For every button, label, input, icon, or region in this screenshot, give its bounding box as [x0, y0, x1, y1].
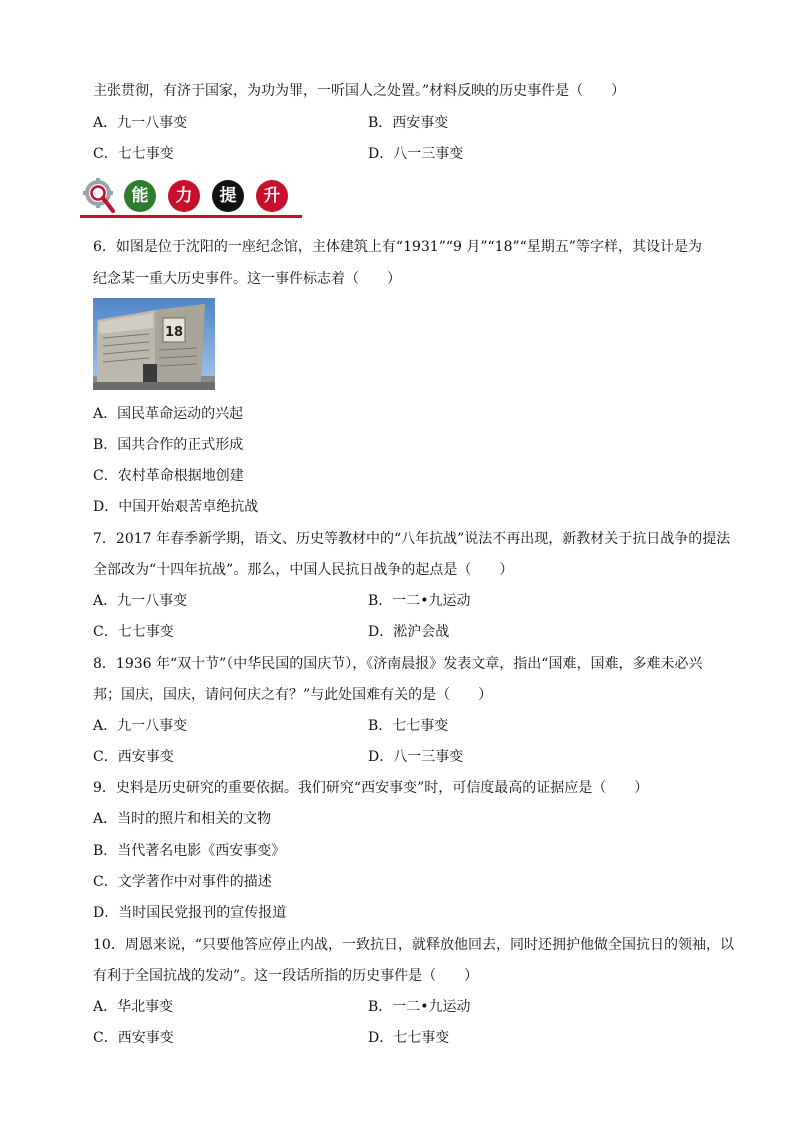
banner-char-3: 提 [212, 180, 244, 212]
q8-option-d: D．八一三事变 [368, 749, 464, 765]
q10-option-a: A．华北事变 [93, 999, 174, 1015]
q8-option-a: A．九一八事变 [93, 718, 188, 734]
q5-option-b: B．西安事变 [368, 115, 449, 131]
banner-char-4: 升 [256, 180, 288, 212]
q7-stem-line-1: 7．2017 年春季新学期，语文、历史等教材中的“八年抗战”说法不再出现，新教材关于抗日战争的提法 [93, 531, 731, 547]
q6-stem-line-1: 6．如图是位于沈阳的一座纪念馆，主体建筑上有“1931”“9 月”“18”“星期五”等字样，其设计是为 [93, 239, 702, 255]
banner-char-2: 力 [168, 180, 200, 212]
monument-date-text: 18 [164, 325, 184, 340]
memorial-hall-photo [93, 298, 215, 390]
q8-option-c: C．西安事变 [93, 749, 174, 765]
q5-option-d: D．八一三事变 [368, 146, 464, 162]
q10-option-b: B．一二•九运动 [368, 999, 471, 1015]
q10-option-d: D．七七事变 [368, 1030, 450, 1046]
q9-option-a: A．当时的照片和相关的文物 [93, 811, 272, 827]
q5-stem-continuation: 主张贯彻，有济于国家，为功为罪，一听国人之处置。”材料反映的历史事件是（ ） [93, 83, 626, 99]
q6-option-a: A．国民革命运动的兴起 [93, 406, 244, 422]
q10-option-c: C．西安事变 [93, 1030, 174, 1046]
q7-option-c: C．七七事变 [93, 624, 174, 640]
magnifier-gear-icon [82, 178, 118, 214]
q8-stem-line-2: 邦；国庆，国庆，请问何庆之有？”与此处国难有关的是（ ） [93, 687, 493, 703]
q9-option-d: D．当时国民党报刊的宣传报道 [93, 905, 287, 921]
q6-stem-line-2: 纪念某一重大历史事件。这一事件标志着（ ） [93, 271, 401, 287]
q5-option-a: A．九一八事变 [93, 115, 188, 131]
q8-stem-line-1: 8．1936 年“双十节”（中华民国的国庆节），《济南晨报》发表文章，指出“国难，国难，多难未必兴 [93, 656, 703, 672]
q10-stem-line-2: 有利于全国抗战的发动”。这一段话所指的历史事件是（ ） [93, 968, 479, 984]
q8-option-b: B．七七事变 [368, 718, 449, 734]
q7-option-b: B．一二•九运动 [368, 593, 471, 609]
q6-option-b: B．国共合作的正式形成 [93, 437, 244, 453]
q7-option-d: D．淞沪会战 [368, 624, 450, 640]
q10-stem-line-1: 10．周恩来说，“只要他答应停止内战，一致抗日，就释放他回去，同时还拥护他做全国抗日的领袖，以 [93, 937, 734, 953]
q7-option-a: A．九一八事变 [93, 593, 188, 609]
banner-underline [80, 215, 302, 218]
q9-option-b: B．当代著名电影《西安事变》 [93, 843, 286, 859]
banner-char-1: 能 [124, 180, 156, 212]
q6-option-d: D．中国开始艰苦卓绝抗战 [93, 499, 259, 515]
q6-option-c: C．农村革命根据地创建 [93, 468, 244, 484]
q7-stem-line-2: 全部改为“十四年抗战”。那么，中国人民抗日战争的起点是（ ） [93, 562, 514, 578]
ability-improvement-banner [80, 178, 302, 218]
q5-option-c: C．七七事变 [93, 146, 174, 162]
q9-option-c: C．文学著作中对事件的描述 [93, 874, 272, 890]
q9-stem: 9．史料是历史研究的重要依据。我们研究“西安事变”时，可信度最高的证据应是（ ） [93, 780, 649, 796]
